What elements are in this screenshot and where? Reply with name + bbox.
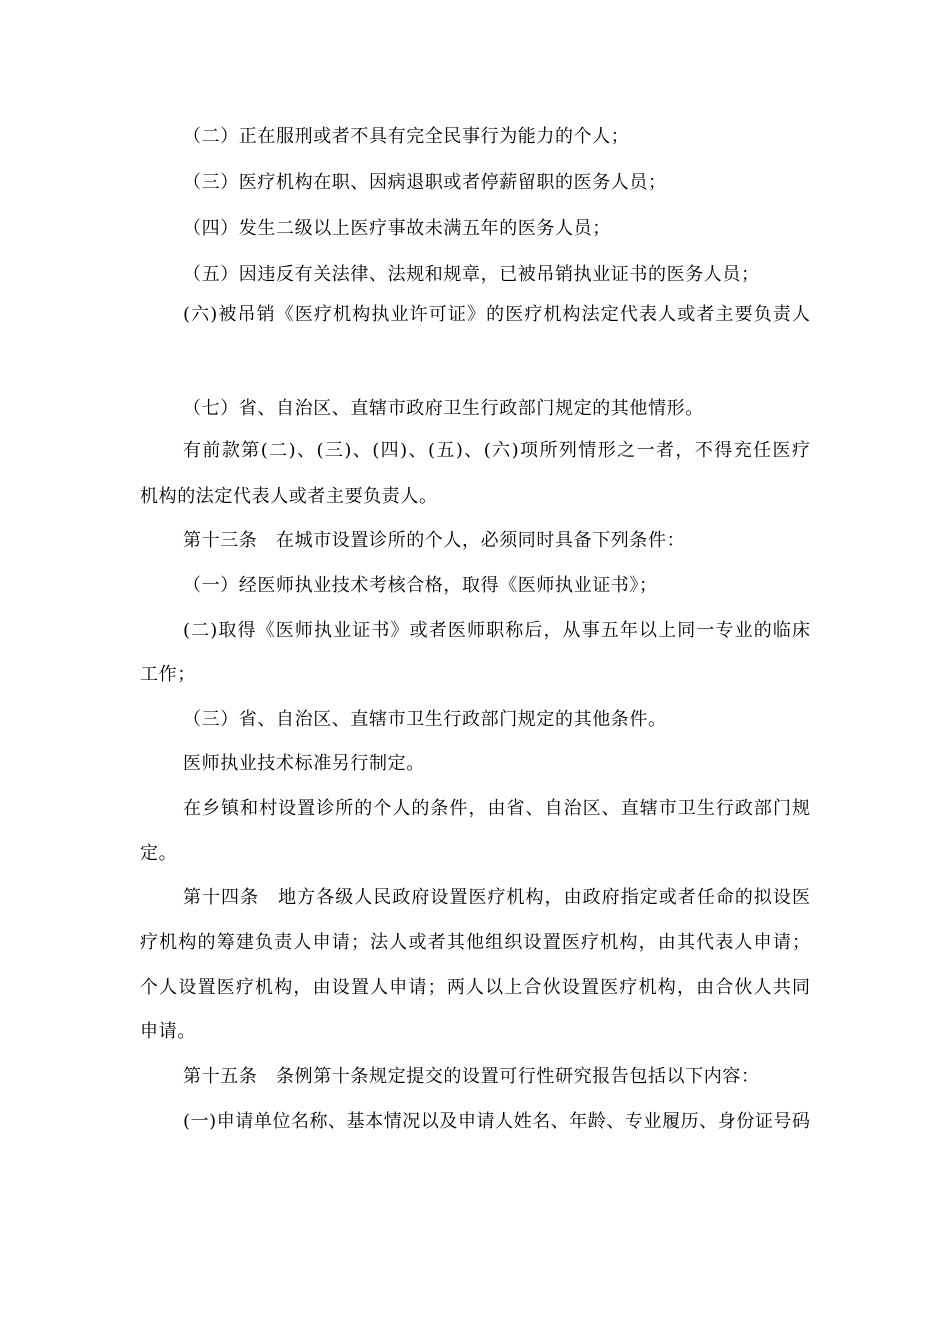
paragraph-line: 定。 <box>140 843 178 864</box>
article-14-heading: 第十四条 地方各级人民政府设置医疗机构，由政府指定或者任命的拟设医 <box>183 887 810 908</box>
paragraph-line: 在乡镇和村设置诊所的个人的条件，由省、自治区、直辖市卫生行政部门规 <box>183 798 810 819</box>
article-13-item-1: （一）经医师执业技术考核合格，取得《医师执业证书》； <box>183 575 658 596</box>
article-13-heading: 第十三条 在城市设置诊所的个人，必须同时具备下列条件： <box>183 530 686 551</box>
paragraph-line: 有前款第(二)、(三)、(四)、(五)、(六)项所列情形之一者，不得充任医疗 <box>183 440 810 461</box>
article-14-line: 个人设置医疗机构，由设置人申请；两人以上合伙设置医疗机构，由合伙人共同 <box>140 977 810 998</box>
article-14-line: 疗机构的筹建负责人申请；法人或者其他组织设置医疗机构，由其代表人申请； <box>140 932 810 953</box>
clause-3-line: （三）医疗机构在职、因病退职或者停薪留职的医务人员； <box>183 172 667 193</box>
article-13-item-2: (二)取得《医师执业证书》或者医师职称后，从事五年以上同一专业的临床 <box>183 620 810 641</box>
clause-5-line: （五）因违反有关法律、法规和规章，已被吊销执业证书的医务人员； <box>183 264 760 285</box>
article-13-item-3: （三）省、自治区、直辖市卫生行政部门规定的其他条件。 <box>183 709 667 730</box>
paragraph-line: 机构的法定代表人或者主要负责人。 <box>140 486 438 507</box>
article-15-item-1: (一)申请单位名称、基本情况以及申请人姓名、年龄、专业履历、身份证号码 <box>183 1111 810 1132</box>
article-13-item-2-cont: 工作； <box>140 664 196 685</box>
article-15-heading: 第十五条 条例第十条规定提交的设置可行性研究报告包括以下内容： <box>183 1066 760 1087</box>
paragraph-line: 医师执业技术标准另行制定。 <box>183 753 425 774</box>
article-14-line: 申请。 <box>140 1021 196 1042</box>
clause-2-line: （二）正在服刑或者不具有完全民事行为能力的个人； <box>183 126 630 147</box>
clause-7-line: （七）省、自治区、直辖市政府卫生行政部门规定的其他情形。 <box>183 398 704 419</box>
clause-6-line: (六)被吊销《医疗机构执业许可证》的医疗机构法定代表人或者主要负责人 <box>183 304 810 325</box>
clause-4-line: （四）发生二级以上医疗事故未满五年的医务人员； <box>183 218 611 239</box>
